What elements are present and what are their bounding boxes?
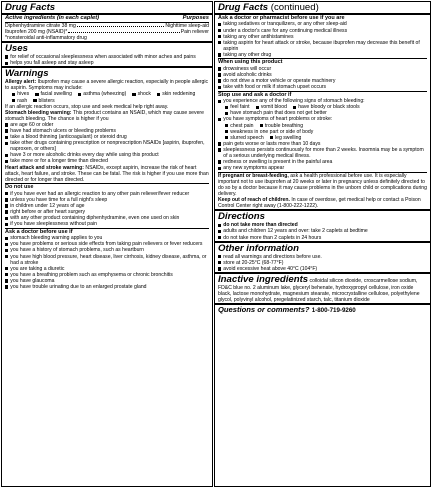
bullet-icon — [5, 223, 8, 226]
ask-item: you have trouble urinating due to an enlarged prostate gland — [5, 284, 209, 290]
stop-item: sleeplessness persists continuously for more than 2 weeks. Insomnia may be a symptom of a serious underlying medical illness. — [218, 147, 427, 159]
bullet-icon — [218, 267, 221, 270]
stomach-item: take more or for a longer time than directed — [5, 158, 209, 164]
bullet-icon — [218, 86, 221, 89]
bullet-icon — [218, 53, 221, 56]
bullet-icon — [218, 29, 221, 32]
uses-item: helps you fall asleep and stay asleep — [5, 60, 209, 66]
bullet-icon — [157, 93, 160, 96]
when-item: avoid alcoholic drinks — [218, 72, 427, 78]
bullet-icon — [225, 130, 228, 133]
ask-item: you have problems or serious side effects from taking pain relievers or fever reducers — [5, 241, 209, 247]
bullet-icon — [5, 62, 8, 65]
when-using-title: When using this product — [218, 59, 283, 66]
stomach-item: take other drugs containing prescription or nonprescription NSAIDs [aspirin, ibuprofen, naproxen, or others] — [5, 140, 209, 152]
bullet-icon — [132, 93, 135, 96]
pregnancy-warning: If pregnant or breast-feeding, ask a health professional before use. It is especially important not to use ibuprofen at 20 weeks or later in pregnancy unless definitely directed to do so by a doctor because it may cause problems in the unborn child or complications during delivery. — [218, 172, 427, 198]
donot-item: if you have ever had an allergic reaction to any other pain reliever/fever reducer — [5, 191, 209, 197]
bullet-icon — [218, 100, 221, 103]
questions-phone: 1-800-719-9260 — [311, 307, 356, 315]
allergy-alert: Allergy alert: Ibuprofen may cause a severe allergic reaction, especially in people allergic to aspirin. Symptoms may include: — [5, 79, 209, 92]
directions-item: adults and children 12 years and over: take 2 caplets at bedtime — [218, 228, 427, 234]
symptom-item: facial swelling — [35, 91, 72, 97]
active-ingredients-heading: Active ingredients (in each caplet) — [5, 15, 100, 21]
active-ingredients-header — [5, 15, 209, 23]
ask-item: you have high blood pressure, heart disease, liver cirrhosis, kidney disease, asthma, or had a stroke — [5, 254, 209, 266]
drug-facts-right-panel — [214, 1, 431, 487]
bullet-icon — [5, 243, 8, 246]
ingredient-name: Ibuprofen 200 mg (NSAID)* — [5, 28, 68, 35]
bullet-icon — [35, 93, 38, 96]
uses-title: Uses — [5, 43, 28, 55]
nsaid-footnote: *nonsteroidal anti-inflammatory drug — [5, 34, 87, 41]
bullet-icon — [225, 112, 228, 115]
bullet-icon — [218, 167, 221, 170]
bullet-icon — [5, 55, 8, 58]
other-information-title: Other information — [218, 242, 300, 254]
sign-item: slurred speech — [225, 135, 264, 141]
bullet-icon — [225, 136, 228, 139]
askpharm-item: taking any other drug — [218, 52, 427, 58]
bullet-icon — [218, 41, 221, 44]
bullet-icon — [218, 230, 221, 233]
allergy-after: If an allergic reaction occurs, stop use and seek medical help right away. — [5, 103, 169, 110]
bullet-icon — [218, 255, 221, 258]
bullet-icon — [218, 79, 221, 82]
bullet-icon — [218, 35, 221, 38]
symptom-item: rash — [12, 98, 27, 104]
sign-item: weakness in one part or side of body — [218, 129, 427, 135]
warnings-title: Warnings — [5, 68, 49, 80]
bullet-icon — [5, 129, 8, 132]
bullet-icon — [5, 210, 8, 213]
ask-item: you have a history of stomach problems, such as heartburn — [5, 247, 209, 253]
heart-stroke-warning: Heart attack and stroke warning: NSAIDs, except aspirin, increase the risk of heart attack, heart failure, and stroke. These can be fatal. The risk is higher if you use more than directed or for longer than directed. — [5, 164, 209, 183]
stop-item: any new symptoms appear — [218, 165, 427, 171]
uses-item: for relief of occasional sleeplessness when associated with minor aches and pains — [5, 54, 209, 60]
stomach-item: take a blood thinning (anticoagulant) or steroid drug — [5, 134, 209, 140]
bullet-icon — [5, 217, 8, 220]
directions-item: do not take more than directed — [218, 222, 427, 228]
ask-doctor-title: Ask a doctor before use if — [5, 228, 73, 235]
bullet-icon — [5, 204, 8, 207]
stop-item: you have symptoms of heart problems or stroke: — [218, 116, 427, 122]
do-not-use-title: Do not use — [5, 184, 34, 191]
inactive-ingredients: Inactive ingredients colloidal silicon dioxide, croscarmellose sodium, FD&C blue no. 2 aluminum lake, glyceryl behenate, hydroxypropyl cellulose, iron oxide black, lactose monohydrate, magnesium stearate, microcrystalline cellulose, polyethylene glycol, polyvinyl alcohol, pregelatinized starch, talc, titanium dioxide — [218, 273, 420, 304]
stop-item: you experience any of the following signs of stomach bleeding: — [218, 98, 427, 104]
sign-item: vomit blood — [256, 104, 287, 110]
allergy-symptoms — [5, 91, 209, 103]
askpharm-item: taking aspirin for heart attack or stroke, because ibuprofen may decrease this benefit of aspirin — [218, 40, 427, 52]
bullet-icon — [5, 154, 8, 157]
bullet-icon — [12, 93, 15, 96]
stomach-item: are age 60 or older — [5, 122, 209, 128]
drug-facts-title: Drug Facts — [5, 2, 56, 13]
when-item: drowsiness will occur — [218, 66, 427, 72]
stomach-item: have 3 or more alcoholic drinks every day while using this product — [5, 152, 209, 158]
bullet-icon — [218, 148, 221, 151]
bullet-icon — [5, 160, 8, 163]
askpharm-item: taking any other antihistamines — [218, 34, 427, 40]
bullet-icon — [5, 249, 8, 252]
bullet-icon — [5, 285, 8, 288]
bullet-icon — [218, 224, 221, 227]
donot-item: unless you have time for a full night's sleep — [5, 197, 209, 203]
keep-out-of-reach: Keep out of reach of children. In case of overdose, get medical help or contact a Poison Control Center right away (1-800-222-1222). — [218, 197, 421, 210]
stomach-item: have had stomach ulcers or bleeding problems — [5, 128, 209, 134]
bullet-icon — [5, 267, 8, 270]
sign-item: have stomach pain that does not get better — [218, 110, 427, 116]
sign-item: leg swelling — [270, 135, 302, 141]
bullet-icon — [218, 23, 221, 26]
bullet-icon — [5, 142, 8, 145]
other-item: read all warnings and directions before use. — [218, 254, 427, 260]
bullet-icon — [218, 67, 221, 70]
bullet-icon — [218, 261, 221, 264]
sign-item: have bloody or black stools — [293, 104, 360, 110]
donot-item: if you have sleeplessness without pain — [5, 221, 209, 227]
other-item: store at 20-25°C (68-77°F) — [218, 260, 427, 266]
ask-item: you are taking a diuretic — [5, 266, 209, 272]
bullet-icon — [5, 237, 8, 240]
directions-title: Directions — [218, 211, 265, 223]
stop-item: redness or swelling is present in the painful area — [218, 159, 427, 165]
bullet-icon — [78, 93, 81, 96]
stop-item: pain gets worse or lasts more than 10 days — [218, 141, 427, 147]
ingredient-purpose: Nighttime sleep-aid — [165, 22, 209, 29]
ingredient-purpose: Pain reliever — [180, 28, 209, 35]
bullet-icon — [5, 136, 8, 139]
askpharm-item: taking sedatives or tranquilizers, or any other sleep-aid — [218, 21, 427, 27]
symptom-item: blisters — [33, 98, 54, 104]
ask-item: you have a breathing problem such as emphysema or chronic bronchitis — [5, 272, 209, 278]
donot-item: in children under 12 years of age — [5, 203, 209, 209]
donot-item: right before or after heart surgery — [5, 209, 209, 215]
bullet-icon — [5, 198, 8, 201]
donot-item: with any other product containing diphenhydramine, even one used on skin — [5, 215, 209, 221]
bullet-icon — [218, 160, 221, 163]
bullet-icon — [33, 99, 36, 102]
ask-pharmacist-title: Ask a doctor or pharmacist before use if you are — [218, 15, 345, 21]
bullet-icon — [256, 106, 259, 109]
bullet-icon — [218, 142, 221, 145]
bullet-icon — [5, 279, 8, 282]
bullet-icon — [260, 124, 263, 127]
inactive-ingredients-title: Inactive ingredients — [218, 273, 309, 285]
bullet-icon — [5, 192, 8, 195]
askpharm-item: under a doctor's care for any continuing medical illness — [218, 28, 427, 34]
bullet-icon — [5, 255, 8, 258]
questions-line — [218, 305, 427, 316]
bullet-icon — [5, 273, 8, 276]
when-item: do not drive a motor vehicle or operate machinery — [218, 78, 427, 84]
bullet-icon — [218, 118, 221, 121]
questions-title: Questions or comments? — [218, 305, 310, 315]
directions-item: do not take more than 2 caplets in 24 hours — [218, 235, 427, 241]
bullet-icon — [225, 124, 228, 127]
drug-facts-left-panel — [1, 1, 213, 487]
symptom-item: hives — [12, 91, 29, 97]
sign-item: chest pain — [225, 123, 254, 129]
ask-item: stomach bleeding warning applies to you — [5, 235, 209, 241]
bullet-icon — [293, 106, 296, 109]
sign-item: feel faint — [225, 104, 250, 110]
ingredient-name: Diphenhydramine citrate 38 mg — [5, 22, 76, 29]
bullet-icon — [218, 236, 221, 239]
bullet-icon — [12, 99, 15, 102]
symptom-item: shock — [132, 91, 151, 97]
when-item: take with food or milk if stomach upset occurs — [218, 84, 427, 90]
drug-facts-title-continued: Drug Facts (continued) — [218, 2, 319, 13]
ask-item: you have glaucoma — [5, 278, 209, 284]
symptom-item: skin reddening — [157, 91, 195, 97]
stomach-bleeding-warning: Stomach bleeding warning: This product contains an NSAID, which may cause severe stomach bleeding. The chance is higher if you — [5, 109, 204, 122]
bullet-icon — [218, 73, 221, 76]
other-item: avoid excessive heat above 40°C (104°F) — [218, 266, 427, 272]
stop-use-title: Stop use and ask a doctor if — [218, 91, 292, 98]
symptom-item: asthma (wheezing) — [78, 91, 126, 97]
purposes-heading: Purposes — [182, 15, 209, 21]
bullet-icon — [270, 136, 273, 139]
bullet-icon — [5, 123, 8, 126]
bullet-icon — [225, 106, 228, 109]
sign-item: trouble breathing — [260, 123, 304, 129]
